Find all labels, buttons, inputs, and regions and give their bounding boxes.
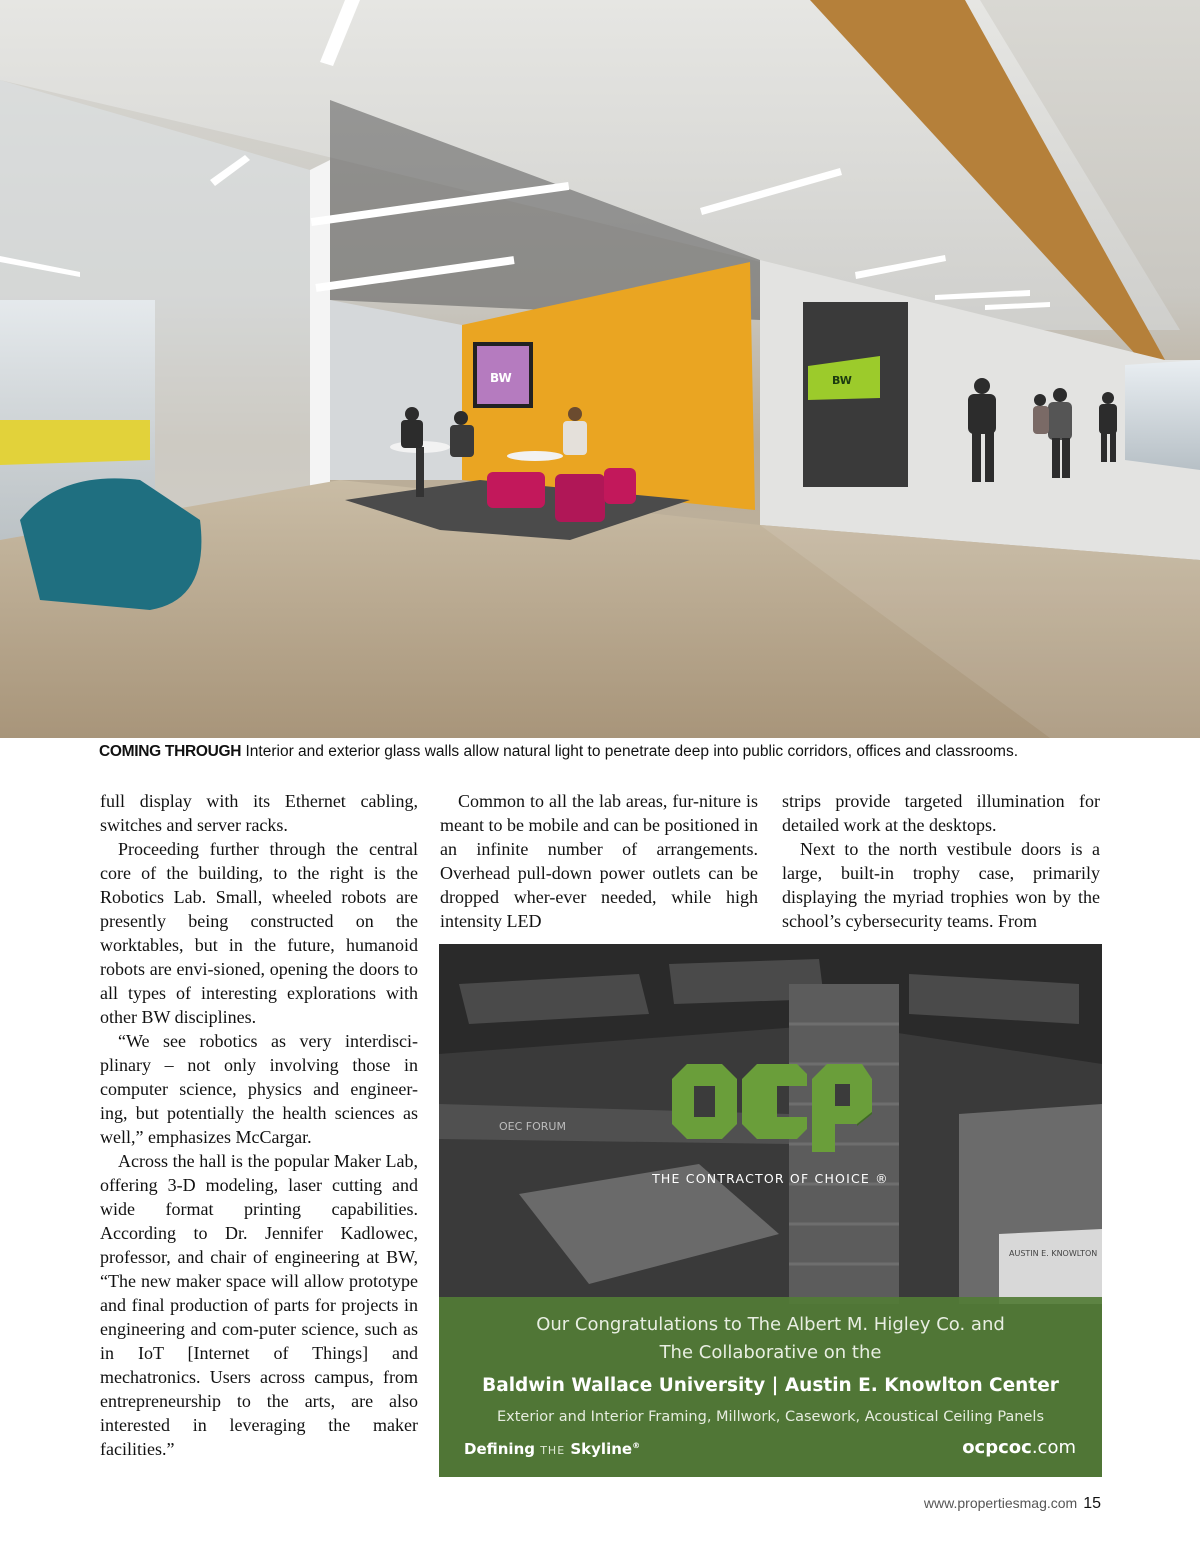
ad-background-sign-2: AUSTIN E. KNOWLTON — [1009, 1249, 1098, 1258]
page-number: 15 — [1083, 1495, 1101, 1512]
ad-slogan-part: Defining — [464, 1440, 541, 1458]
ad-project-name: Baldwin Wallace University | Austin E. Knowlton Center — [482, 1375, 1059, 1396]
caption-text: Interior and exterior glass walls allow natural light to penetrate deep into public corridors, offices and classrooms. — [241, 743, 1019, 760]
ocp-advertisement — [439, 944, 1102, 1477]
page-footer — [924, 1495, 1101, 1513]
ad-background-sign: OEC FORUM — [499, 1120, 566, 1133]
paragraph: Common to all the lab areas, fur-niture is meant to be mobile and can be positioned in an infinite number of arrangements. Overhead pull-down power outlets can be dropped wher-ever needed, while high intensity LED — [440, 791, 758, 931]
article-column-3 — [782, 789, 1100, 933]
ad-website-bold: ocpcoc — [962, 1437, 1032, 1458]
ad-tagline: THE CONTRACTOR OF CHOICE ® — [652, 1171, 889, 1186]
hero-photo-illustration — [0, 0, 1200, 738]
ad-website-rest: .com — [1031, 1437, 1076, 1458]
paragraph: “We see robotics as very interdisci-plinary – not only involving those in computer science, physics and engineer-ing, but potentially the health sciences as well,” emphasizes McCargar. — [100, 1031, 418, 1147]
paragraph: Across the hall is the popular Maker Lab, offering 3-D modeling, laser cutting and wide format printing capabilities. According to Dr. Jennifer Kadlowec, professor, and chair of engineering at BW, “The new maker space will allow prototype and final production of parts for projects in engineering and com-puter science, such as in IoT [Internet of Things] and mechatronics. Users across campus, from entrepreneurship to the arts, are also interested in leveraging the maker facilities.” — [100, 1151, 418, 1459]
footer-url: www.propertiesmag.com — [923, 1495, 1078, 1511]
ad-slogan — [464, 1440, 640, 1458]
ocp-logo — [667, 1054, 877, 1154]
ad-slogan-mark: ® — [632, 1441, 641, 1450]
ad-scope: Exterior and Interior Framing, Millwork, Casework, Acoustical Ceiling Panels — [496, 1409, 1045, 1425]
paragraph: Proceeding further through the central core of the building, to the right is the Robotics Lab. Small, wheeled robots are presently being constructed on the worktables, but in the future, humanoid robots are envi-sioned, opening the doors to all types of interesting explorations with other BW disciplines. — [100, 839, 418, 1027]
hero-photo — [0, 0, 1200, 738]
ad-green-panel — [439, 1297, 1102, 1477]
ad-congrats-line-2: The Collaborative on the — [659, 1342, 882, 1363]
article-column-2 — [440, 789, 758, 933]
article-column-1 — [100, 789, 418, 1461]
paragraph: Next to the north vestibule doors is a large, built-in trophy case, primarily displaying the myriad trophies won by the school’s cybersecurity teams. From — [782, 839, 1100, 931]
ad-website — [962, 1437, 1076, 1458]
tv-screen-text: BW — [490, 371, 512, 385]
ad-congrats — [439, 1311, 1102, 1367]
paragraph: full display with its Ethernet cabling, switches and server racks. — [100, 791, 418, 835]
paragraph: strips provide targeted illumination for detailed work at the desktops. — [782, 791, 1100, 835]
caption-lead: COMING THROUGH — [99, 743, 242, 760]
ad-slogan-part: Skyline — [565, 1440, 633, 1458]
ad-congrats-line-1: Our Congratulations to The Albert M. Higley Co. and — [536, 1314, 1005, 1335]
photo-caption — [99, 743, 1099, 761]
ad-slogan-the: THE — [540, 1444, 566, 1457]
wall-sign-text: BW — [832, 374, 852, 387]
